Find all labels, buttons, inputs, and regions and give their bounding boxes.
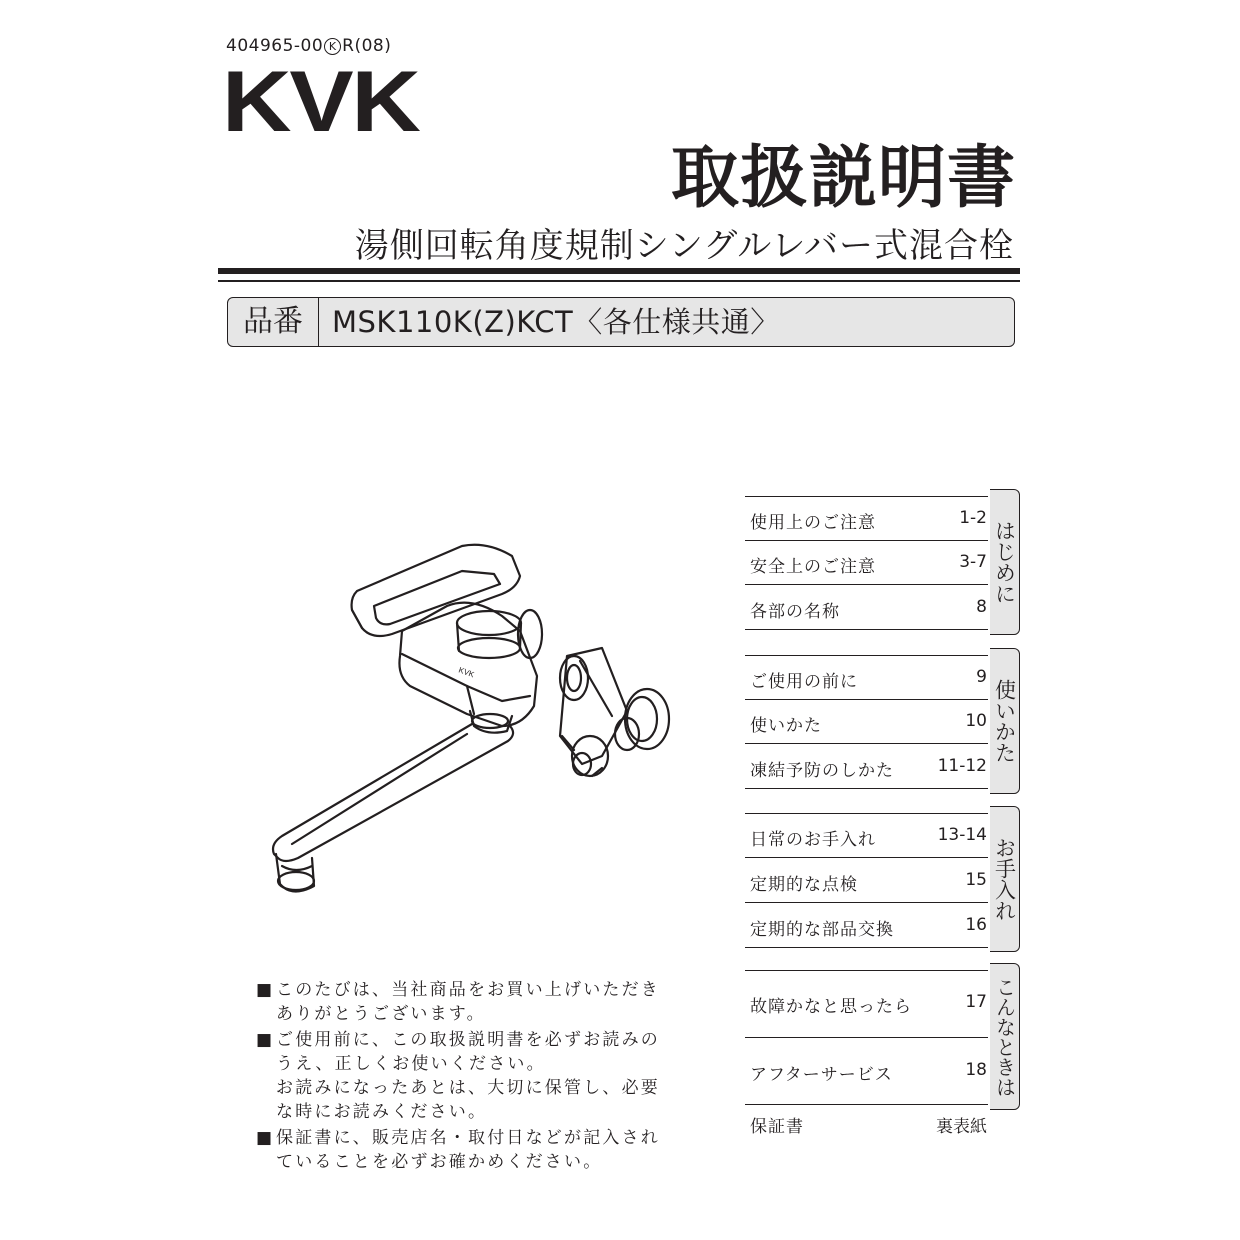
header-rule-thin (218, 280, 1020, 282)
toc-item[interactable] (745, 743, 988, 789)
note-line: このたびは、当社商品をお買い上げいただき (276, 980, 660, 1000)
document-code-mark: K (324, 38, 341, 55)
toc-item[interactable] (745, 813, 988, 857)
toc-item-label: 定期的な部品交換 (750, 920, 894, 940)
toc-item[interactable] (745, 902, 988, 948)
section-tab-introduction[interactable]: はじめに (990, 489, 1020, 635)
toc-item-label: 使用上のご注意 (750, 513, 876, 533)
toc-item-page: 1-2 (959, 508, 987, 528)
toc-item-label: 故障かなと思ったら (750, 997, 912, 1017)
toc-item-label: 凍結予防のしかた (750, 761, 894, 781)
toc-item[interactable] (745, 540, 988, 584)
toc-item-page: 18 (965, 1060, 987, 1080)
toc-item[interactable] (745, 1037, 988, 1105)
note-line: うえ、正しくお使いください。 (276, 1054, 546, 1074)
model-number-value: MSK110K(Z)KCT〈各仕様共通〉 (332, 305, 780, 339)
toc-item-page: 13-14 (937, 825, 987, 845)
section-tab-usage[interactable]: 使いかた (990, 648, 1020, 794)
document-code-suffix: R(08) (342, 36, 392, 56)
toc-item-page: 裏表紙 (936, 1117, 987, 1137)
note-line: ありがとうございます。 (276, 1004, 486, 1024)
toc-item[interactable] (745, 584, 988, 630)
note-item (256, 978, 686, 1026)
toc-item-page: 8 (976, 597, 987, 617)
faucet-illustration-icon (262, 536, 702, 906)
toc-item-page: 15 (965, 870, 987, 890)
faucet-brand-mark: KVK (457, 665, 476, 680)
toc-warranty[interactable] (745, 1105, 988, 1139)
toc-item-page: 16 (965, 915, 987, 935)
brand-logo: KVK (222, 54, 419, 150)
toc-item-label: 日常のお手入れ (750, 830, 876, 850)
section-tab-troubleshooting[interactable]: こんなときは (990, 963, 1020, 1110)
document-code (226, 36, 391, 56)
toc-item[interactable] (745, 970, 988, 1037)
note-line: お読みになったあとは、大切に保管し、必要 (276, 1078, 660, 1098)
note-item (256, 1126, 686, 1174)
toc-item-page: 9 (976, 667, 987, 687)
note-item (256, 1028, 686, 1124)
toc-item[interactable] (745, 496, 988, 540)
document-code-number: 404965-00 (226, 36, 324, 56)
page-subtitle: 湯側回転角度規制シングルレバー式混合栓 (354, 226, 1014, 266)
model-number-box (227, 297, 1015, 347)
toc-item-page: 17 (965, 992, 987, 1012)
toc-item[interactable] (745, 655, 988, 699)
note-line: な時にお読みください。 (276, 1102, 488, 1122)
note-bullet: ■ (256, 1128, 275, 1148)
note-bullet: ■ (256, 980, 275, 1000)
note-line: ご使用前に、この取扱説明書を必ずお読みの (276, 1030, 660, 1050)
toc-item[interactable] (745, 699, 988, 743)
model-number-label: 品番 (228, 298, 319, 346)
toc-item-label: 定期的な点検 (750, 875, 858, 895)
toc-item-label: アフターサービス (750, 1065, 893, 1085)
note-line: 保証書に、販売店名・取付日などが記入され (276, 1128, 660, 1148)
header-rule-thick (218, 268, 1020, 274)
toc-item-label: ご使用の前に (750, 672, 858, 692)
note-bullet: ■ (256, 1030, 275, 1050)
note-line: ていることを必ずお確かめください。 (276, 1152, 603, 1172)
toc-item-label: 各部の名称 (750, 602, 840, 622)
toc-item-label: 安全上のご注意 (750, 557, 876, 577)
toc-item-page: 11-12 (937, 756, 987, 776)
toc-item-label: 使いかた (750, 716, 822, 736)
toc-item-label: 保証書 (750, 1117, 804, 1137)
toc-item[interactable] (745, 857, 988, 902)
toc-item-page: 10 (965, 711, 987, 731)
toc-item-page: 3-7 (959, 552, 987, 572)
page-title: 取扱説明書 (670, 139, 1016, 218)
section-tab-maintenance[interactable]: お手入れ (990, 806, 1020, 952)
